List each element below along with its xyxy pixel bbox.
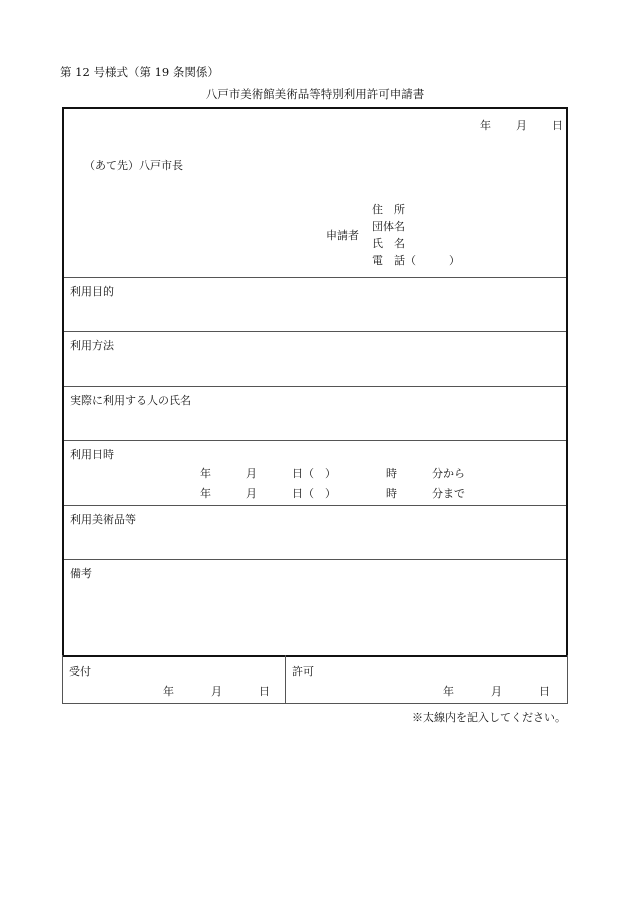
method-label: 利用方法 <box>70 339 114 352</box>
from-minute: 分から <box>432 467 465 480</box>
datetime-label: 利用日時 <box>70 448 114 461</box>
from-year: 年 <box>200 467 211 480</box>
permission-year: 年 <box>443 685 454 698</box>
to-year: 年 <box>200 487 211 500</box>
datetime-from-row <box>64 465 566 483</box>
to-minute: 分まで <box>432 487 465 500</box>
actual-user-label: 実際に利用する人の氏名 <box>70 394 191 407</box>
footnote: ※太線内を記入してください。 <box>412 711 566 724</box>
receipt-year: 年 <box>163 685 174 698</box>
permission-cell[interactable] <box>286 655 567 703</box>
permission-month: 月 <box>491 685 502 698</box>
receipt-cell[interactable] <box>63 655 285 703</box>
to-hour: 時 <box>386 487 397 500</box>
applicant-organization-field[interactable]: 団体名 <box>372 220 405 233</box>
applicant-name-field[interactable]: 氏 名 <box>372 237 405 250</box>
actual-user-section[interactable] <box>64 386 566 441</box>
date-year: 年 <box>480 119 491 132</box>
datetime-section[interactable] <box>64 440 566 506</box>
permission-label: 許可 <box>292 665 314 678</box>
purpose-section[interactable] <box>64 277 566 332</box>
document-title: 八戸市美術館美術品等特別利用許可申請書 <box>205 87 425 101</box>
artworks-section[interactable] <box>64 505 566 560</box>
office-use-box <box>62 655 568 704</box>
applicant-phone-field[interactable]: 電 話（ ） <box>372 254 460 267</box>
to-month: 月 <box>246 487 257 500</box>
date-month: 月 <box>516 119 527 132</box>
method-section[interactable] <box>64 331 566 387</box>
from-day: 日（ ） <box>292 467 336 480</box>
applicant-label: 申請者 <box>326 229 359 242</box>
from-month: 月 <box>246 467 257 480</box>
purpose-label: 利用目的 <box>70 285 114 298</box>
addressee: （あて先）八戸市長 <box>84 159 183 172</box>
from-hour: 時 <box>386 467 397 480</box>
to-day: 日（ ） <box>292 487 336 500</box>
application-form-box <box>62 107 568 657</box>
date-day: 日 <box>552 119 563 132</box>
datetime-to-row <box>64 485 566 503</box>
receipt-month: 月 <box>211 685 222 698</box>
remarks-section[interactable] <box>64 559 566 656</box>
permission-day: 日 <box>539 685 550 698</box>
form-number: 第 12 号様式（第 19 条関係） <box>60 65 219 79</box>
artworks-label: 利用美術品等 <box>70 513 136 526</box>
applicant-address-field[interactable]: 住 所 <box>372 203 405 216</box>
receipt-label: 受付 <box>69 665 91 678</box>
remarks-label: 備考 <box>70 567 92 580</box>
receipt-day: 日 <box>259 685 270 698</box>
